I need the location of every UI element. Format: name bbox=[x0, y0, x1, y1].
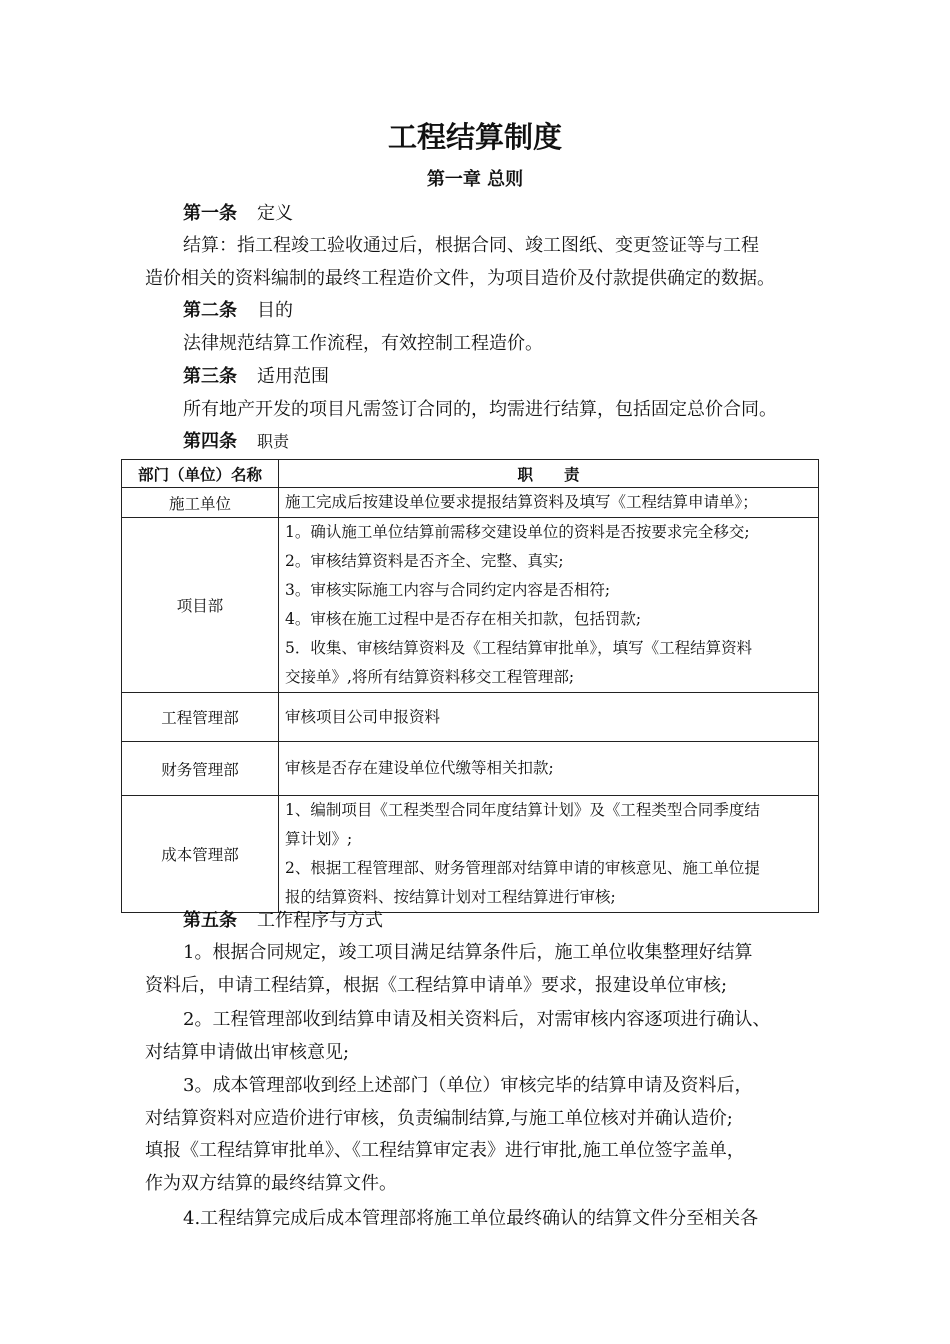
duty-cell bbox=[279, 518, 819, 693]
responsibility-table bbox=[121, 459, 819, 913]
duty-cell bbox=[279, 742, 819, 796]
duty-cell bbox=[279, 488, 819, 518]
article-2-heading bbox=[183, 296, 293, 322]
duty-line: 2、根据工程管理部、财务管理部对结算申请的审核意见、施工单位提 bbox=[285, 859, 760, 877]
duty-line: 1、编制项目《工程类型合同年度结算计划》及《工程类型合同季度结 bbox=[285, 801, 760, 819]
article-5-heading bbox=[183, 906, 383, 932]
dept-cell: 财务管理部 bbox=[122, 742, 279, 796]
dept-cell: 成本管理部 bbox=[122, 796, 279, 913]
table-row bbox=[122, 742, 819, 796]
duty-line: 算计划》; bbox=[285, 830, 353, 848]
procedure-line: 2。工程管理部收到结算申请及相关资料后，对需审核内容逐项进行确认、 bbox=[183, 1009, 771, 1030]
duty-line: 4。审核在施工过程中是否存在相关扣款，包括罚款; bbox=[285, 610, 642, 628]
table-row bbox=[122, 693, 819, 742]
procedure-line: 对结算申请做出审核意见; bbox=[145, 1042, 350, 1063]
dept-cell: 施工单位 bbox=[122, 488, 279, 518]
procedure-line: 3。成本管理部收到经上述部门（单位）审核完毕的结算申请及资料后， bbox=[183, 1075, 753, 1096]
procedure-line: 填报《工程结算审批单》、《工程结算审定表》进行审批,施工单位签字盖单， bbox=[145, 1140, 745, 1161]
definition-line-1: 结算：指工程竣工验收通过后，根据合同、竣工图纸、变更签证等与工程 bbox=[183, 235, 759, 256]
header-duty: 职 责 bbox=[279, 460, 819, 488]
chapter-heading: 第一章 总则 bbox=[426, 169, 524, 190]
document-title: 工程结算制度 bbox=[387, 120, 562, 154]
article-name: 适用范围 bbox=[257, 366, 329, 387]
duty-line: 报的结算资料、按结算计划对工程结算进行审核; bbox=[285, 888, 616, 906]
table-row bbox=[122, 518, 819, 693]
duty-line: 1。确认施工单位结算前需移交建设单位的资料是否按要求完全移交; bbox=[285, 523, 750, 541]
dept-cell: 项目部 bbox=[122, 518, 279, 693]
duty-line: 施工完成后按建设单位要求提报结算资料及填写《工程结算申请单》； bbox=[285, 493, 758, 511]
article-number: 第四条 bbox=[183, 431, 237, 452]
article-name: 定义 bbox=[257, 203, 293, 224]
duty-cell bbox=[279, 796, 819, 913]
duty-line: 交接单》,将所有结算资料移交工程管理部; bbox=[285, 668, 575, 686]
procedure-line: 对结算资料对应造价进行审核，负责编制结算,与施工单位核对并确认造价; bbox=[145, 1108, 733, 1129]
article-number: 第三条 bbox=[183, 366, 237, 387]
duty-line: 5．收集、审核结算资料及《工程结算审批单》，填写《工程结算资料 bbox=[285, 639, 753, 657]
definition-line-2: 造价相关的资料编制的最终工程造价文件，为项目造价及付款提供确定的数据。 bbox=[145, 268, 775, 289]
article-number: 第二条 bbox=[183, 300, 237, 321]
table-header-row bbox=[122, 460, 819, 488]
procedure-line: 1。根据合同规定，竣工项目满足结算条件后，施工单位收集整理好结算 bbox=[183, 942, 753, 963]
procedure-line: 作为双方结算的最终结算文件。 bbox=[145, 1173, 397, 1194]
purpose-text: 法律规范结算工作流程，有效控制工程造价。 bbox=[183, 333, 543, 354]
duty-line: 审核是否存在建设单位代缴等相关扣款; bbox=[285, 759, 554, 777]
procedure-line: 4.工程结算完成后成本管理部将施工单位最终确认的结算文件分至相关各 bbox=[183, 1208, 759, 1229]
duty-line: 2。审核结算资料是否齐全、完整、真实; bbox=[285, 552, 564, 570]
duty-cell bbox=[279, 693, 819, 742]
dept-cell: 工程管理部 bbox=[122, 693, 279, 742]
article-number: 第五条 bbox=[183, 910, 237, 931]
duty-line: 审核项目公司申报资料 bbox=[285, 707, 441, 726]
table-row bbox=[122, 796, 819, 913]
header-dept: 部门（单位）名称 bbox=[122, 460, 279, 488]
article-name: 工作程序与方式 bbox=[257, 910, 383, 931]
article-1-heading bbox=[183, 199, 293, 225]
procedure-line: 资料后，申请工程结算，根据《工程结算申请单》要求，报建设单位审核; bbox=[145, 975, 728, 996]
article-4-heading bbox=[183, 427, 289, 453]
duty-line: 3。审核实际施工内容与合同约定内容是否相符; bbox=[285, 581, 611, 599]
table-row bbox=[122, 488, 819, 518]
article-name: 目的 bbox=[257, 300, 293, 321]
article-number: 第一条 bbox=[183, 203, 237, 224]
article-name: 职责 bbox=[257, 432, 290, 451]
article-3-heading bbox=[183, 362, 329, 388]
scope-text: 所有地产开发的项目凡需签订合同的，均需进行结算，包括固定总价合同。 bbox=[183, 399, 777, 420]
